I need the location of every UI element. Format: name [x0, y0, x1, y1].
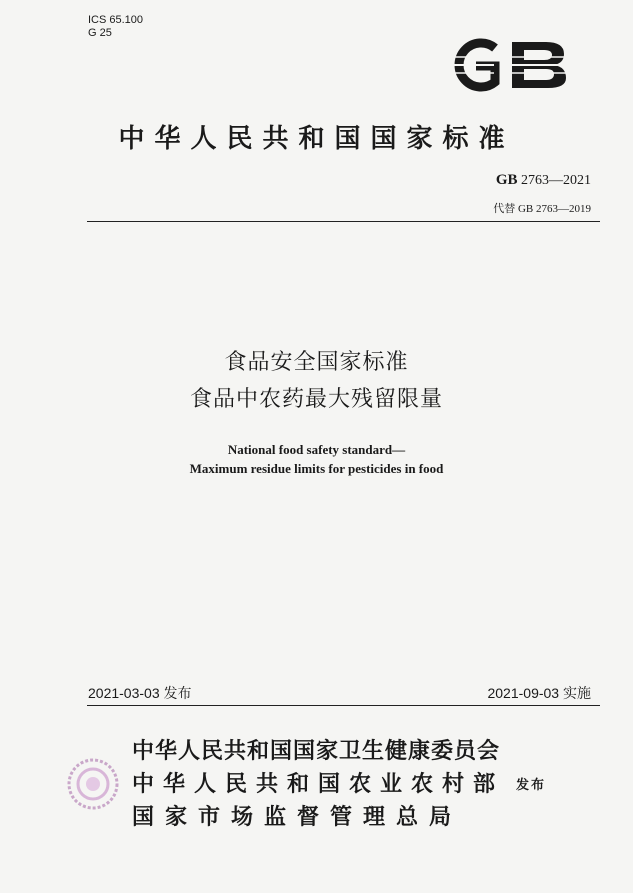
issuer-health-commission: 中华人民共和国国家卫生健康委员会 [132, 738, 501, 764]
issue-date-value: 2021-03-03 [88, 685, 160, 701]
standard-prefix: GB [495, 172, 518, 188]
issue-label: 发布 [163, 685, 192, 701]
gb-logo [440, 36, 572, 94]
bottom-divider [87, 705, 600, 706]
issuer-agriculture-ministry: 中华人民共和国农业农村部 [132, 771, 505, 797]
implement-label: 实施 [563, 685, 591, 701]
standard-code: 2763—2021 [521, 173, 591, 188]
top-divider [87, 221, 600, 222]
ccs-code: G 25 [88, 27, 112, 39]
seal-stamp [66, 757, 120, 811]
publish-label: 发布 [516, 778, 547, 793]
issue-date [88, 683, 192, 703]
classification-codes [88, 14, 143, 40]
english-title-line2: Maximum residue limits for pesticides in food [189, 461, 444, 476]
replaces-note: 代替 GB 2763—2019 [493, 203, 591, 215]
issuer-market-regulation: 国家市场监督管理总局 [132, 804, 463, 830]
chinese-title-line1: 食品安全国家标准 [224, 350, 409, 375]
national-standard-heading: 中华人民共和国国家标准 [118, 124, 515, 154]
ics-code: ICS 65.100 [88, 14, 144, 26]
chinese-title-line2: 食品中农药最大残留限量 [189, 387, 443, 412]
implementation-date [487, 683, 591, 703]
implement-date-value: 2021-09-03 [487, 685, 560, 701]
standard-number [496, 172, 591, 189]
english-title-line1: National food safety standard— [227, 442, 406, 457]
